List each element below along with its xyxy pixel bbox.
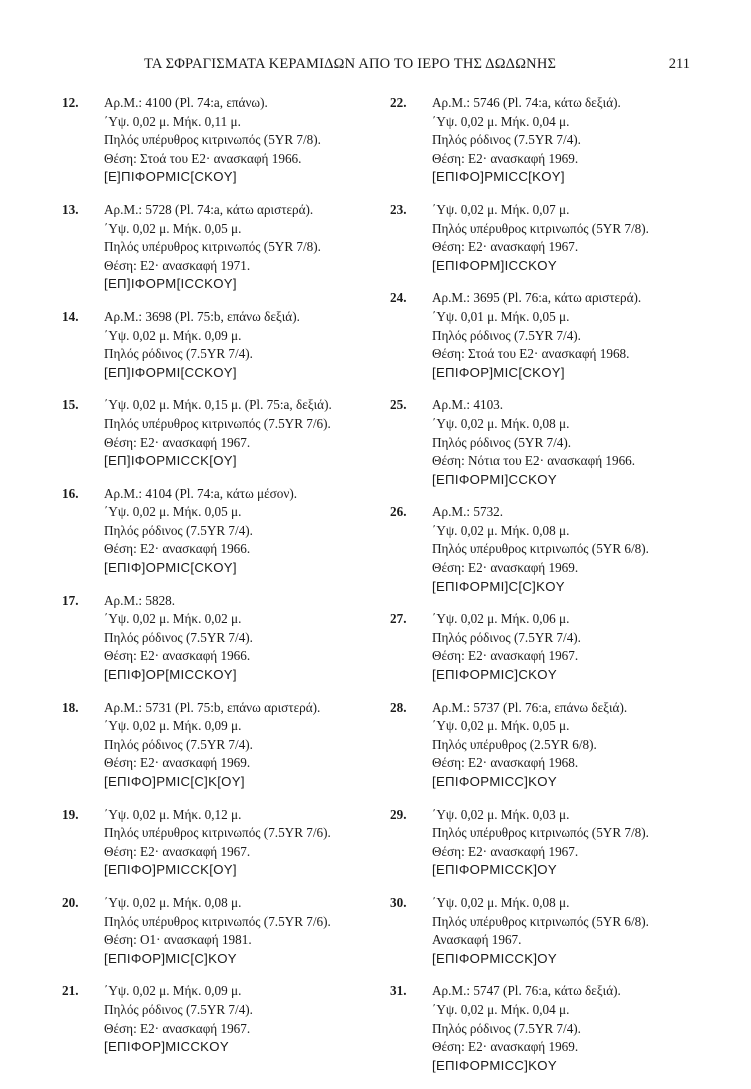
entry-line: Πηλός υπέρυθρος κιτρινωπός (7.5YR 7/6). [104, 825, 331, 841]
entry-line: Θέση: Ε2· ανασκαφή 1969. [432, 560, 579, 576]
entry-line: ΄Υψ. 0,02 μ. Μήκ. 0,04 μ. [432, 113, 570, 129]
entry-line: ΄Υψ. 0,02 μ. Μήκ. 0,04 μ. [432, 1001, 570, 1017]
stamp-inscription: [ΕΠΙΦΟ]ΡΜΙCCK[OY] [104, 862, 237, 878]
entry-line: Θέση: Ε2· ανασκαφή 1971. [104, 257, 251, 273]
catalog-entry [62, 699, 362, 792]
entry-line: Θέση: Νότια του Ε2· ανασκαφή 1966. [432, 453, 636, 469]
entry-line: ΄Υψ. 0,02 μ. Μήκ. 0,09 μ. [104, 983, 242, 999]
entry-number: 20. [62, 894, 79, 910]
entry-line: Θέση: Ε2· ανασκαφή 1969. [104, 755, 251, 771]
entry-number: 15. [62, 397, 79, 413]
catalog-entry [62, 806, 362, 880]
entry-line: Πηλός υπέρυθρος κιτρινωπός (5YR 7/8). [104, 132, 321, 148]
entry-line: ΄Υψ. 0,02 μ. Μήκ. 0,15 μ. (Pl. 75:a, δεξιά). [104, 397, 332, 413]
entry-number: 26. [390, 504, 407, 520]
running-title: ΤΑ ΣΦΡΑΓΙΣΜΑΤΑ ΚΕΡΑΜΙΔΩΝ ΑΠΟ ΤΟ ΙΕΡΟ ΤΗΣ ΔΩΔΩΝΗΣ [144, 56, 557, 72]
entry-number: 17. [62, 592, 79, 608]
entry-line: Πηλός ρόδινος (5YR 7/4). [432, 434, 572, 450]
entry-line: Αρ.Μ.: 3695 (Pl. 76:a, κάτω αριστερά). [432, 290, 642, 306]
page-header [70, 56, 690, 78]
entry-line: Αρ.Μ.: 4100 (Pl. 74:a, επάνω). [104, 95, 268, 110]
catalog-entry [62, 201, 362, 294]
entry-line: Πηλός υπέρυθρος κιτρινωπός (5YR 6/8). [432, 541, 649, 557]
stamp-inscription: [ΕΠΙΦΟΡΜΙCCK]OY [432, 950, 557, 966]
entry-line: ΄Υψ. 0,02 μ. Μήκ. 0,06 μ. [432, 611, 570, 627]
entry-number: 19. [62, 806, 79, 822]
entry-number: 22. [390, 95, 407, 110]
stamp-inscription: [ΕΠΙΦΟΡ]ΜΙC[CKOY] [432, 364, 565, 380]
stamp-inscription: [Ε]ΠΙΦΟΡΜΙC[CKOY] [104, 169, 237, 185]
entry-line: Ανασκαφή 1967. [432, 932, 522, 948]
catalog-entry [390, 894, 690, 968]
stamp-inscription: [ΕΠΙΦΟ]ΡΜΙCC[KOY] [432, 169, 565, 185]
entry-number: 18. [62, 699, 79, 715]
entry-line: Πηλός υπέρυθρος κιτρινωπός (7.5YR 7/6). [104, 415, 331, 431]
right-column [390, 94, 690, 1089]
entry-line: Θέση: Στοά του Ε2· ανασκαφή 1966. [104, 150, 302, 166]
stamp-inscription: [ΕΠΙΦΟΡΜΙCC]KOY [432, 774, 557, 789]
entry-line: Αρ.Μ.: 5732. [432, 504, 504, 520]
entry-line: Θέση: Ε2· ανασκαφή 1967. [432, 843, 579, 859]
stamp-inscription: [ΕΠΙΦΟΡΜΙCCK]OY [432, 862, 557, 878]
stamp-inscription: [ΕΠΙΦΟΡ]ΜΙC[C]KOY [104, 950, 237, 966]
entry-line: Πηλός ρόδινος (7.5YR 7/4). [104, 1001, 253, 1017]
entry-line: Θέση: Ε2· ανασκαφή 1969. [432, 150, 579, 166]
entry-line: ΄Υψ. 0,02 μ. Μήκ. 0,05 μ. [104, 220, 242, 236]
entry-line: ΄Υψ. 0,01 μ. Μήκ. 0,05 μ. [432, 308, 570, 324]
entry-line: Πηλός ρόδινος (7.5YR 7/4). [432, 1020, 581, 1036]
entry-number: 24. [390, 290, 407, 306]
catalog-entry [62, 982, 362, 1056]
entry-line: ΄Υψ. 0,02 μ. Μήκ. 0,02 μ. [104, 611, 242, 627]
entry-line: Πηλός υπέρυθρος (2.5YR 6/8). [432, 736, 597, 752]
catalog-entry [390, 806, 690, 880]
entry-line: ΄Υψ. 0,02 μ. Μήκ. 0,05 μ. [432, 718, 570, 734]
entry-line: Θέση: Ε2· ανασκαφή 1967. [432, 239, 579, 255]
entry-line: ΄Υψ. 0,02 μ. Μήκ. 0,08 μ. [432, 894, 570, 910]
stamp-inscription: [ΕΠΙΦΟΡΜ]ICCKOY [432, 257, 557, 273]
entry-number: 31. [390, 983, 407, 999]
catalog-entry [62, 592, 362, 685]
entry-number: 29. [390, 806, 407, 822]
entry-line: Αρ.Μ.: 5731 (Pl. 75:b, επάνω αριστερά). [104, 699, 321, 715]
entry-line: ΄Υψ. 0,02 μ. Μήκ. 0,09 μ. [104, 327, 242, 343]
stamp-inscription: [ΕΠΙΦΟΡ]ΜΙCCKOY [104, 1039, 229, 1055]
catalog-entry [390, 289, 690, 382]
entry-line: Αρ.Μ.: 4104 (Pl. 74:a, κάτω μέσον). [104, 485, 298, 501]
entry-line: Πηλός υπέρυθρος κιτρινωπός (5YR 7/8). [432, 220, 649, 236]
entry-line: Θέση: Ε2· ανασκαφή 1966. [104, 648, 251, 664]
entry-line: Θέση: Ε2· ανασκαφή 1969. [432, 1039, 579, 1055]
entry-line: Αρ.Μ.: 5828. [104, 592, 176, 608]
entry-number: 25. [390, 397, 407, 413]
entry-number: 28. [390, 699, 407, 715]
entry-line: Πηλός ρόδινος (7.5YR 7/4). [104, 629, 253, 645]
entry-line: ΄Υψ. 0,02 μ. Μήκ. 0,08 μ. [104, 894, 242, 910]
catalog-entry [62, 485, 362, 578]
entry-line: Θέση: Ε2· ανασκαφή 1968. [432, 755, 579, 771]
stamp-inscription: [ΕΠΙΦΟΡΜΙ]CCKOY [432, 471, 557, 487]
entry-line: ΄Υψ. 0,02 μ. Μήκ. 0,09 μ. [104, 718, 242, 734]
catalog-entry [390, 982, 690, 1075]
stamp-inscription: [ΕΠ]ΙΦΟΡΜΙCCK[OY] [104, 453, 237, 469]
entry-line: Θέση: Ε2· ανασκαφή 1967. [104, 434, 251, 450]
entry-line: Αρ.Μ.: 4103. [432, 397, 504, 413]
entry-line: Πηλός ρόδινος (7.5YR 7/4). [104, 736, 253, 752]
entry-line: ΄Υψ. 0,02 μ. Μήκ. 0,05 μ. [104, 504, 242, 520]
stamp-inscription: [ΕΠΙΦ]ΟΡ[ΜΙCCKOY] [104, 667, 237, 683]
entry-line: ΄Υψ. 0,02 μ. Μήκ. 0,12 μ. [104, 806, 242, 822]
entry-line: Αρ.Μ.: 5747 (Pl. 76:a, κάτω δεξιά). [432, 983, 621, 999]
entry-line: Πηλός ρόδινος (7.5YR 7/4). [104, 522, 253, 538]
catalog-entry [62, 894, 362, 968]
entry-line: Πηλός υπέρυθρος κιτρινωπός (5YR 7/8). [432, 825, 649, 841]
catalog-entry [390, 94, 690, 187]
catalog-entry [62, 94, 362, 187]
entry-number: 30. [390, 894, 407, 910]
entry-line: ΄Υψ. 0,02 μ. Μήκ. 0,07 μ. [432, 201, 570, 217]
entry-line: ΄Υψ. 0,02 μ. Μήκ. 0,08 μ. [432, 415, 570, 431]
entry-line: Θέση: Ε2· ανασκαφή 1967. [432, 648, 579, 664]
catalog-entry [62, 308, 362, 382]
entry-line: ΄Υψ. 0,02 μ. Μήκ. 0,11 μ. [104, 113, 241, 129]
entry-number: 14. [62, 308, 79, 324]
entry-line: ΄Υψ. 0,02 μ. Μήκ. 0,03 μ. [432, 806, 570, 822]
catalog-entry [390, 201, 690, 275]
entry-number: 27. [390, 611, 407, 627]
stamp-inscription: [ΕΠΙΦΟΡΜΙC]CKOY [432, 667, 557, 683]
stamp-inscription: [ΕΠΙΦ]ΟΡΜΙC[CKOY] [104, 560, 237, 576]
entry-line: Πηλός ρόδινος (7.5YR 7/4). [432, 327, 581, 343]
entry-number: 21. [62, 983, 79, 999]
entry-line: Πηλός ρόδινος (7.5YR 7/4). [104, 346, 253, 362]
entry-line: Θέση: Ο1· ανασκαφή 1981. [104, 932, 252, 948]
catalog-entry [390, 396, 690, 489]
entry-line: Πηλός υπέρυθρος κιτρινωπός (5YR 7/8). [104, 239, 321, 255]
entry-line: Πηλός ρόδινος (7.5YR 7/4). [432, 629, 581, 645]
page-number: 211 [668, 56, 690, 72]
catalog-entry [390, 699, 690, 792]
entry-number: 23. [390, 201, 407, 217]
stamp-inscription: [ΕΠΙΦΟΡΜΙCC]KOY [432, 1057, 557, 1073]
entry-line: Πηλός ρόδινος (7.5YR 7/4). [432, 132, 581, 148]
left-column [62, 94, 362, 1071]
entry-line: Θέση: Ε2· ανασκαφή 1966. [104, 541, 251, 557]
stamp-inscription: [ΕΠ]ΙΦΟΡΜ[ICCKOY] [104, 276, 237, 292]
entry-line: Θέση: Ε2· ανασκαφή 1967. [104, 1020, 251, 1036]
entry-line: Αρ.Μ.: 3698 (Pl. 75:b, επάνω δεξιά). [104, 308, 300, 324]
entry-number: 12. [62, 95, 79, 110]
catalog-entry [62, 396, 362, 470]
entry-line: ΄Υψ. 0,02 μ. Μήκ. 0,08 μ. [432, 522, 570, 538]
entry-line: Αρ.Μ.: 5728 (Pl. 74:a, κάτω αριστερά). [104, 201, 314, 217]
catalog-entry [390, 503, 690, 596]
entry-line: Θέση: Ε2· ανασκαφή 1967. [104, 843, 251, 859]
entry-line: Θέση: Στοά του Ε2· ανασκαφή 1968. [432, 346, 630, 362]
stamp-inscription: [ΕΠΙΦΟ]ΡΜΙC[C]K[OY] [104, 774, 245, 789]
entry-line: Αρ.Μ.: 5737 (Pl. 76:a, επάνω δεξιά). [432, 699, 628, 715]
entry-number: 13. [62, 201, 79, 217]
stamp-inscription: [ΕΠ]ΙΦΟΡΜΙ[CCKOY] [104, 364, 237, 380]
entry-line: Αρ.Μ.: 5746 (Pl. 74:a, κάτω δεξιά). [432, 95, 621, 110]
entry-line: Πηλός υπέρυθρος κιτρινωπός (7.5YR 7/6). [104, 913, 331, 929]
catalog-entry [390, 610, 690, 684]
entry-line: Πηλός υπέρυθρος κιτρινωπός (5YR 6/8). [432, 913, 649, 929]
entry-number: 16. [62, 485, 79, 501]
stamp-inscription: [ΕΠΙΦΟΡΜΙ]C[C]KOY [432, 578, 565, 594]
